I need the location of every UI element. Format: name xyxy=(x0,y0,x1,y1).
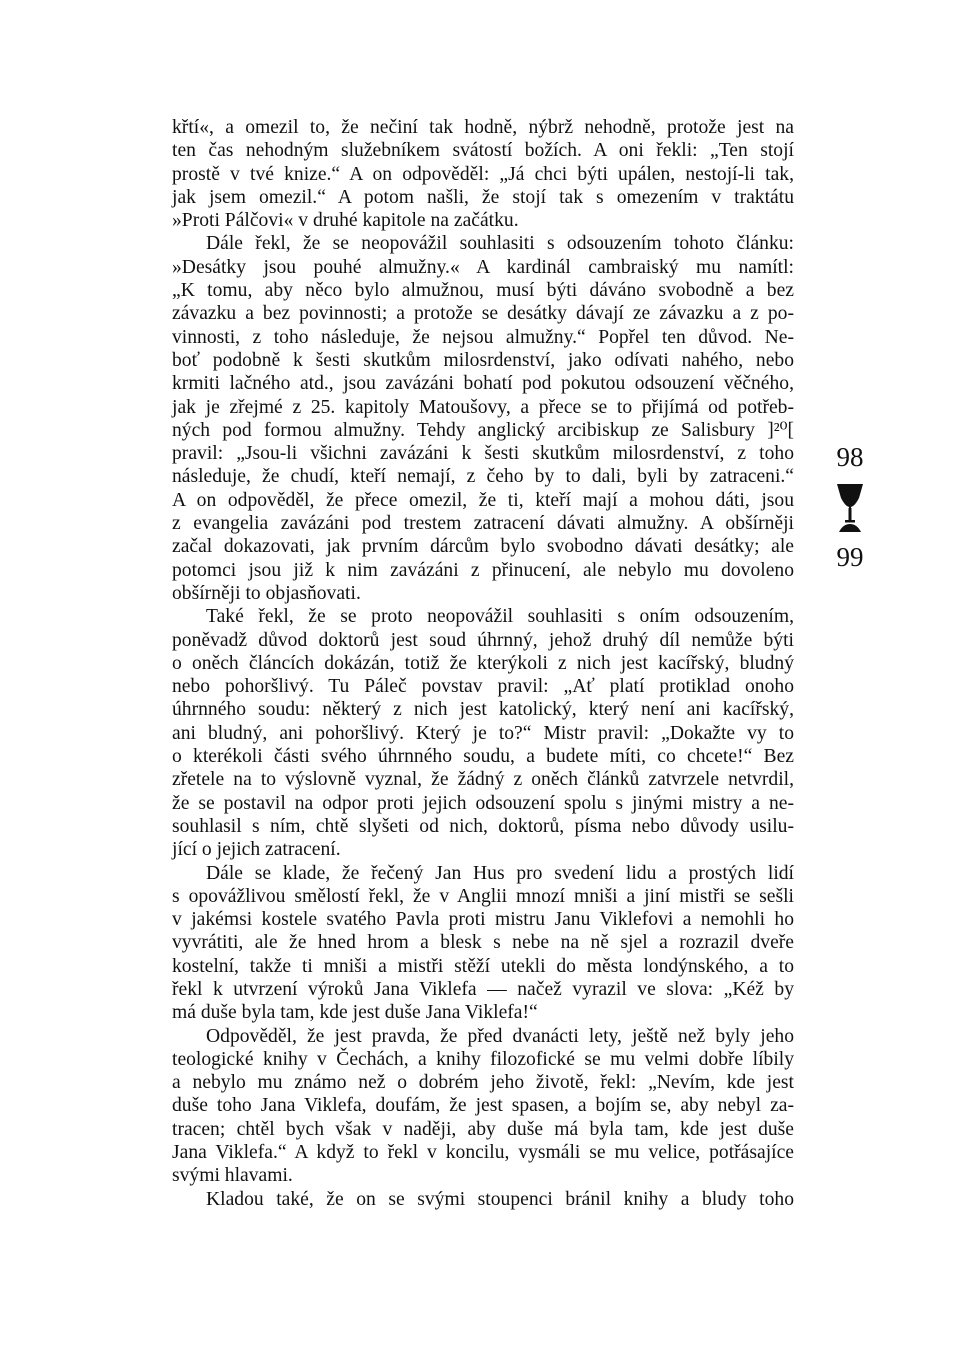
text-line: svými hlavami. xyxy=(172,1165,293,1187)
text-line: potomci jsou již k nim zavázáni z přinucení, ale nebylo mu dovoleno xyxy=(172,559,794,581)
text-line: ných pod formou almužny. Tehdy anglický arcibiskup ze Salisbury ]²⁰[ xyxy=(172,419,794,441)
text-line: Jana Viklefa.“ A když to řekl v koncilu, vysmáli se mu velice, potřásajíce xyxy=(172,1142,794,1164)
text-line: kostelní, takže ti mniši a mistři stěží utekli do města londýnského, a to xyxy=(172,955,794,977)
text-line: z evangelia zavázáni pod trestem zatracení dávati almužny. A obšírněji xyxy=(172,513,794,535)
text-line: s opovážlivou smělostí řekl, že v Anglii mnozí mniši a jiní mistři se sešli xyxy=(172,885,794,907)
text-line: má duše byla tam, kde jest duše Jana Viklefa!“ xyxy=(172,1002,538,1024)
text-line: souhlasil s ním, chtě slyšeti od nich, doktorů, písma nebo důvody usilu- xyxy=(172,815,794,837)
text-line: jak jsem omezil.“ A potom našli, že stojí tak s omezením v traktátu xyxy=(172,186,794,208)
main-text xyxy=(172,116,794,1211)
text-line: nebo pohoršlivý. Tu Páleč povstav pravil: „Ať platí protiklad onoho xyxy=(172,676,794,698)
text-line: Odpověděl, že jest pravda, že před dvanácti lety, ještě než byly jeho xyxy=(206,1025,794,1047)
text-line: o kterékoli části svého úhrnného soudu, a budete míti, co chcete!“ Bez xyxy=(172,746,794,768)
text-line: tracen; chtěl bych však v naději, aby duše má byla tam, kde jest duše xyxy=(172,1118,794,1140)
text-line: vyvrátiti, ale že hned hrom a blesk s nebe na ně sjel a rozrazil dveře xyxy=(172,932,794,954)
page-number-98: 98 xyxy=(836,442,864,472)
text-line: obšírněji to objasňovati. xyxy=(172,582,361,604)
text-line: začal dokazovati, jak prvním dárcům bylo svobodno dávati desátky; ale xyxy=(172,536,794,558)
text-line: v jakémsi kostele svatého Pavla proti mistru Janu Viklefovi a nemohli ho xyxy=(172,909,794,931)
text-line: závazku a bez povinnosti; a protože se desátky dávají ze závazku a z po- xyxy=(172,303,794,325)
text-line: křtí«, a omezil to, že nečiní tak hodně, nýbrž nehodně, protože jest na xyxy=(172,117,794,138)
text-line: Dále se klade, že řečený Jan Hus pro svedení lidu a prostých lidí xyxy=(206,862,794,884)
text-line: prostě v tvé knize.“ A on odpověděl: „Já chci býti upálen, nestojí-li tak, xyxy=(172,163,794,185)
text-line: úhrnného soudu: některý z nich jest katolický, který není ani kacířský, xyxy=(172,699,794,721)
text-line: ani bludný, ani pohoršlivý. Který je to?“ Mistr pravil: „Dokažte vy to xyxy=(172,722,794,744)
text-line: »Proti Pálčovi« v druhé kapitole na začátku. xyxy=(172,210,519,232)
chalice-icon xyxy=(835,482,865,534)
page-number-99: 99 xyxy=(836,542,864,572)
text-line: jící o jejich zatracení. xyxy=(172,839,341,861)
margin-page-numbers xyxy=(820,442,880,572)
text-line: Také řekl, že se proto neopovážil souhlasiti s oním odsouzením, xyxy=(206,606,794,628)
text-line: Kladou také, že on se svými stoupenci bránil knihy a bludy toho xyxy=(206,1188,794,1210)
text-line: teologické knihy v Čechách, a knihy filozofické se mu velmi dobře líbily xyxy=(172,1048,794,1070)
text-line: o oněch článcích dokázán, totiž že kterýkoli z nich jest kacířský, bludný xyxy=(172,652,794,674)
text-line: řekl k utvrzení výroků Jana Viklefa — načež vyrazil ve slova: „Kéž by xyxy=(172,978,794,1000)
text-line: duše toho Jana Viklefa, doufám, že jest spasen, a bojím se, aby nebyl za- xyxy=(172,1095,794,1117)
text-line: jak je zřejmé z 25. kapitoly Matoušovy, a přece se to přijímá od potřeb- xyxy=(172,396,794,418)
text-line: vinnosti, z toho následuje, že nejsou almužny.“ Popřel ten důvod. Ne- xyxy=(172,326,794,348)
text-line: a nebylo mu známo než o dobrém jeho životě, řekl: „Nevím, kde jest xyxy=(172,1072,794,1094)
text-line: pravil: „Jsou-li všichni zavázáni k šesti skutkům milosrdenství, z toho xyxy=(172,443,794,465)
text-line: »Desátky jsou pouhé almužny.« A kardinál cambraiský mu namítl: xyxy=(172,256,794,278)
text-line: poněvadž důvod doktorů jest soud úhrnný, jehož druhý díl nemůže býti xyxy=(172,629,794,651)
text-line: následuje, že chudí, kteří nemají, z čeho by to dali, byli by zatraceni.“ xyxy=(172,466,794,488)
text-line: Dále řekl, že se neopovážil souhlasiti s odsouzením tohoto článku: xyxy=(206,233,794,255)
text-line: zřetele na to výslovně vyznal, že žádný z oněch článků zatvrzele netvrdil, xyxy=(172,769,794,791)
text-line: boť podobně k šesti skutkům milosrdenství, jako odívati nahého, nebo xyxy=(172,349,794,371)
text-line: ten čas nehodným služebníkem svátostí božích. A oni řekli: „Ten stojí xyxy=(172,140,794,162)
text-line: A on odpověděl, že přece omezil, že ti, kteří mají a mohou dáti, jsou xyxy=(172,489,794,511)
text-line: že se postavil na odpor proti jejich odsouzení spolu s jinými mistry a ne- xyxy=(172,792,794,814)
text-line: „K tomu, aby něco bylo almužnou, musí býti dáváno svobodně a bez xyxy=(172,280,794,302)
text-line: krmiti lačného atd., jsou zavázáni bohatí pod pokutou odsouzení věčného, xyxy=(172,373,794,395)
